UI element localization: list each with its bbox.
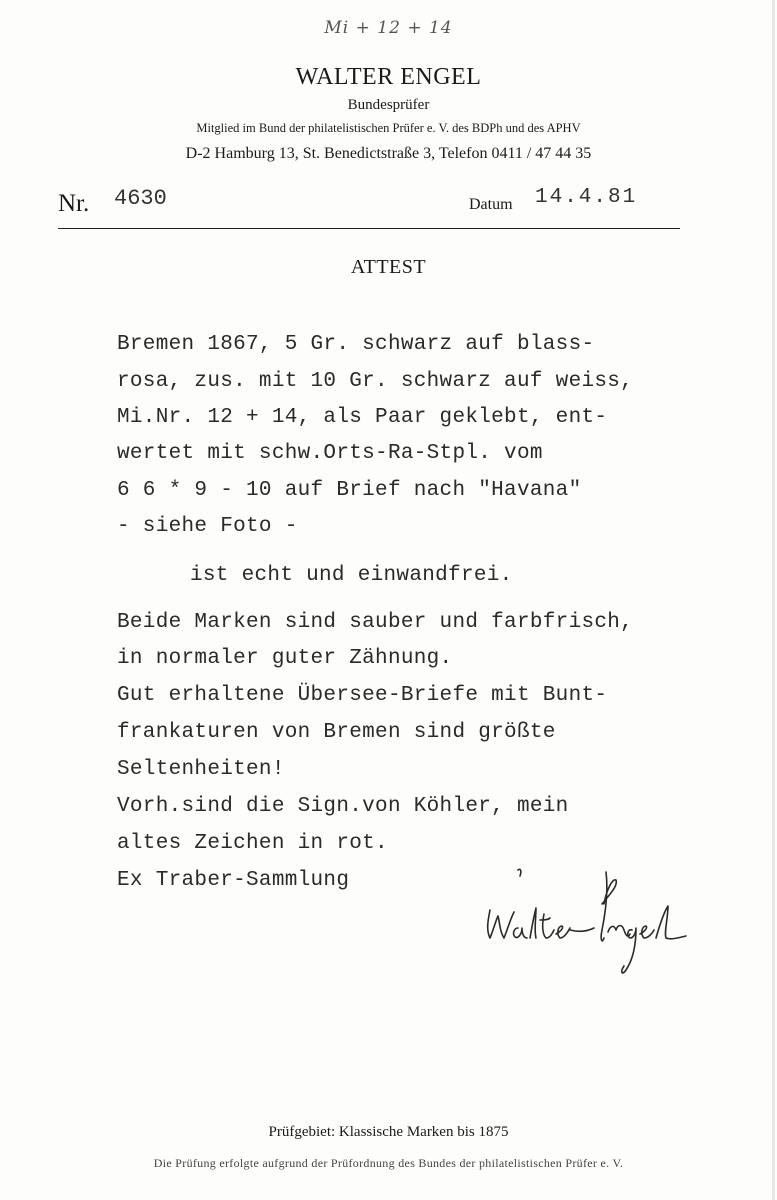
body-line: wertet mit schw.Orts-Ra-Stpl. vom [117, 442, 543, 465]
letterhead-address: D-2 Hamburg 13, St. Benedictstraße 3, Telefon 0411 / 47 44 35 [185, 145, 592, 162]
date-label: Datum [469, 196, 513, 213]
svg-text:Walter Engel: Walter Engel [478, 858, 484, 859]
body-line: Beide Marken sind sauber und farbfrisch, [117, 611, 634, 634]
letterhead-role: Bundesprüfer [347, 97, 430, 113]
header-divider [58, 228, 680, 229]
letterhead-membership: Mitglied im Bund der philatelistischen Prüfer e. V. des BDPh und des APHV [196, 121, 581, 135]
body-line: frankaturen von Bremen sind größte [117, 721, 556, 744]
body-line: ist echt und einwandfrei. [190, 564, 513, 587]
footer-note: Die Prüfung erfolgte aufgrund der Prüfordnung des Bundes der philatelistischen Prüfer e. V. [153, 1156, 624, 1170]
body-line: - siehe Foto - [117, 515, 298, 538]
body-line: Mi.Nr. 12 + 14, als Paar geklebt, ent- [117, 406, 608, 429]
handwritten-catalog-note: Mi + 12 + 14 [324, 18, 453, 38]
date-value: 14.4.81 [535, 186, 638, 209]
body-line: altes Zeichen in rot. [117, 832, 388, 855]
body-line: 6 6 * 9 - 10 auf Brief nach "Havana" [117, 479, 582, 502]
body-line: in normaler guter Zähnung. [117, 647, 453, 670]
document-title: ATTEST [350, 256, 427, 278]
body-line: Vorh.sind die Sign.von Köhler, mein [117, 795, 569, 818]
body-line: rosa, zus. mit 10 Gr. schwarz auf weiss, [117, 370, 634, 393]
handwritten-signature [478, 858, 698, 988]
certificate-number-label: Nr. [58, 190, 90, 217]
body-line: Ex Traber-Sammlung [117, 869, 350, 892]
certificate-number-value: 4630 [114, 186, 167, 211]
body-line: Gut erhaltene Übersee-Briefe mit Bunt- [117, 684, 608, 707]
body-line: Seltenheiten! [117, 758, 285, 781]
scan-edge [772, 0, 775, 1200]
body-line: Bremen 1867, 5 Gr. schwarz auf blass- [117, 333, 595, 356]
examination-field: Prüfgebiet: Klassische Marken bis 1875 [268, 1124, 509, 1140]
letterhead-name: WALTER ENGEL [295, 64, 482, 90]
